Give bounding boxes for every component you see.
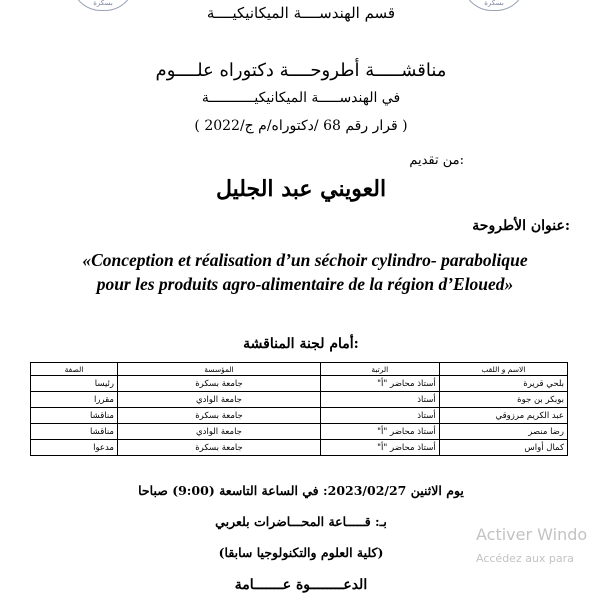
header-rank: الرتبة bbox=[320, 363, 439, 376]
table-row bbox=[31, 408, 568, 424]
logo-left-text: بسكرة bbox=[93, 0, 113, 7]
table-row bbox=[31, 424, 568, 440]
member-institution: جامعة بسكرة bbox=[117, 408, 320, 424]
public-invitation: الدعــــــــوة عـــــــامة bbox=[234, 577, 368, 593]
specialty-line: في الهندســـــة الميكانيكيـــــــــــة bbox=[201, 90, 401, 106]
presenter-label: من تقديم: bbox=[409, 153, 464, 168]
thesis-title-line2: pour les produits agro-alimentaire de la région d’Eloued» bbox=[96, 274, 514, 294]
member-name: بوبكر بن جوة bbox=[439, 392, 567, 408]
member-role: مدعوا bbox=[31, 440, 118, 456]
decision-reference: ( قرار رقم 68 /دكتوراه/م ج/2022 ) bbox=[194, 118, 408, 134]
table-row bbox=[31, 440, 568, 456]
faculty-note: (كلية العلوم والتكنولوجيا سابقا) bbox=[218, 545, 384, 560]
table-row bbox=[31, 392, 568, 408]
member-role: مناقشا bbox=[31, 424, 118, 440]
defense-title: مناقشـــــة أطروحــــة دكتوراه علــــوم bbox=[155, 60, 447, 81]
member-rank: أستاذ bbox=[320, 392, 439, 408]
presenter-name: العويني عبد الجليل bbox=[215, 176, 387, 202]
jury-label: أمام لجنة المناقشة: bbox=[243, 336, 359, 352]
member-role: مقررا bbox=[31, 392, 118, 408]
thesis-title-line1: «Conception et réalisation d’un séchoir cylindro- parabolique bbox=[82, 250, 528, 270]
member-name: رضا منصر bbox=[439, 424, 567, 440]
member-name: بلحي قريرة bbox=[439, 376, 567, 392]
defense-date-time: يوم الاثنين 2023/02/27: في الساعة التاسعة (9:00) صباحا bbox=[138, 483, 464, 498]
member-institution: جامعة الوادي bbox=[117, 424, 320, 440]
member-role: رئيسا bbox=[31, 376, 118, 392]
member-institution: جامعة بسكرة bbox=[117, 440, 320, 456]
header-name: الاسم و اللقب bbox=[439, 363, 567, 376]
table-row bbox=[31, 376, 568, 392]
member-rank: أستاذ محاضر "أ" bbox=[320, 440, 439, 456]
member-name: عبد الكريم مرزوقي bbox=[439, 408, 567, 424]
windows-activation-watermark: Activer Windo bbox=[476, 525, 588, 544]
department-heading: قسم الهندســــة الميكانيكيــــة bbox=[206, 4, 396, 22]
jury-table-header bbox=[31, 363, 568, 376]
thesis-title bbox=[70, 248, 540, 296]
thesis-title-label: عنوان الأطروحة: bbox=[472, 218, 570, 234]
member-rank: أستاذ محاضر "أ" bbox=[320, 424, 439, 440]
header-institution: المؤسسة bbox=[117, 363, 320, 376]
jury-table bbox=[30, 362, 568, 456]
member-rank: أستاذ محاضر "أ" bbox=[320, 376, 439, 392]
member-rank: أستاذ bbox=[320, 408, 439, 424]
windows-activation-subtext: Accédez aux para bbox=[476, 552, 574, 565]
member-institution: جامعة الوادي bbox=[117, 392, 320, 408]
defense-venue: بـ: قـــــاعة المحـــاضرات بلعربي bbox=[215, 514, 387, 529]
member-name: كمال أواس bbox=[439, 440, 567, 456]
logo-right-text: بسكرة bbox=[484, 0, 504, 7]
member-institution: جامعة بسكرة bbox=[117, 376, 320, 392]
member-role: مناقشا bbox=[31, 408, 118, 424]
header-role: الصفة bbox=[31, 363, 118, 376]
